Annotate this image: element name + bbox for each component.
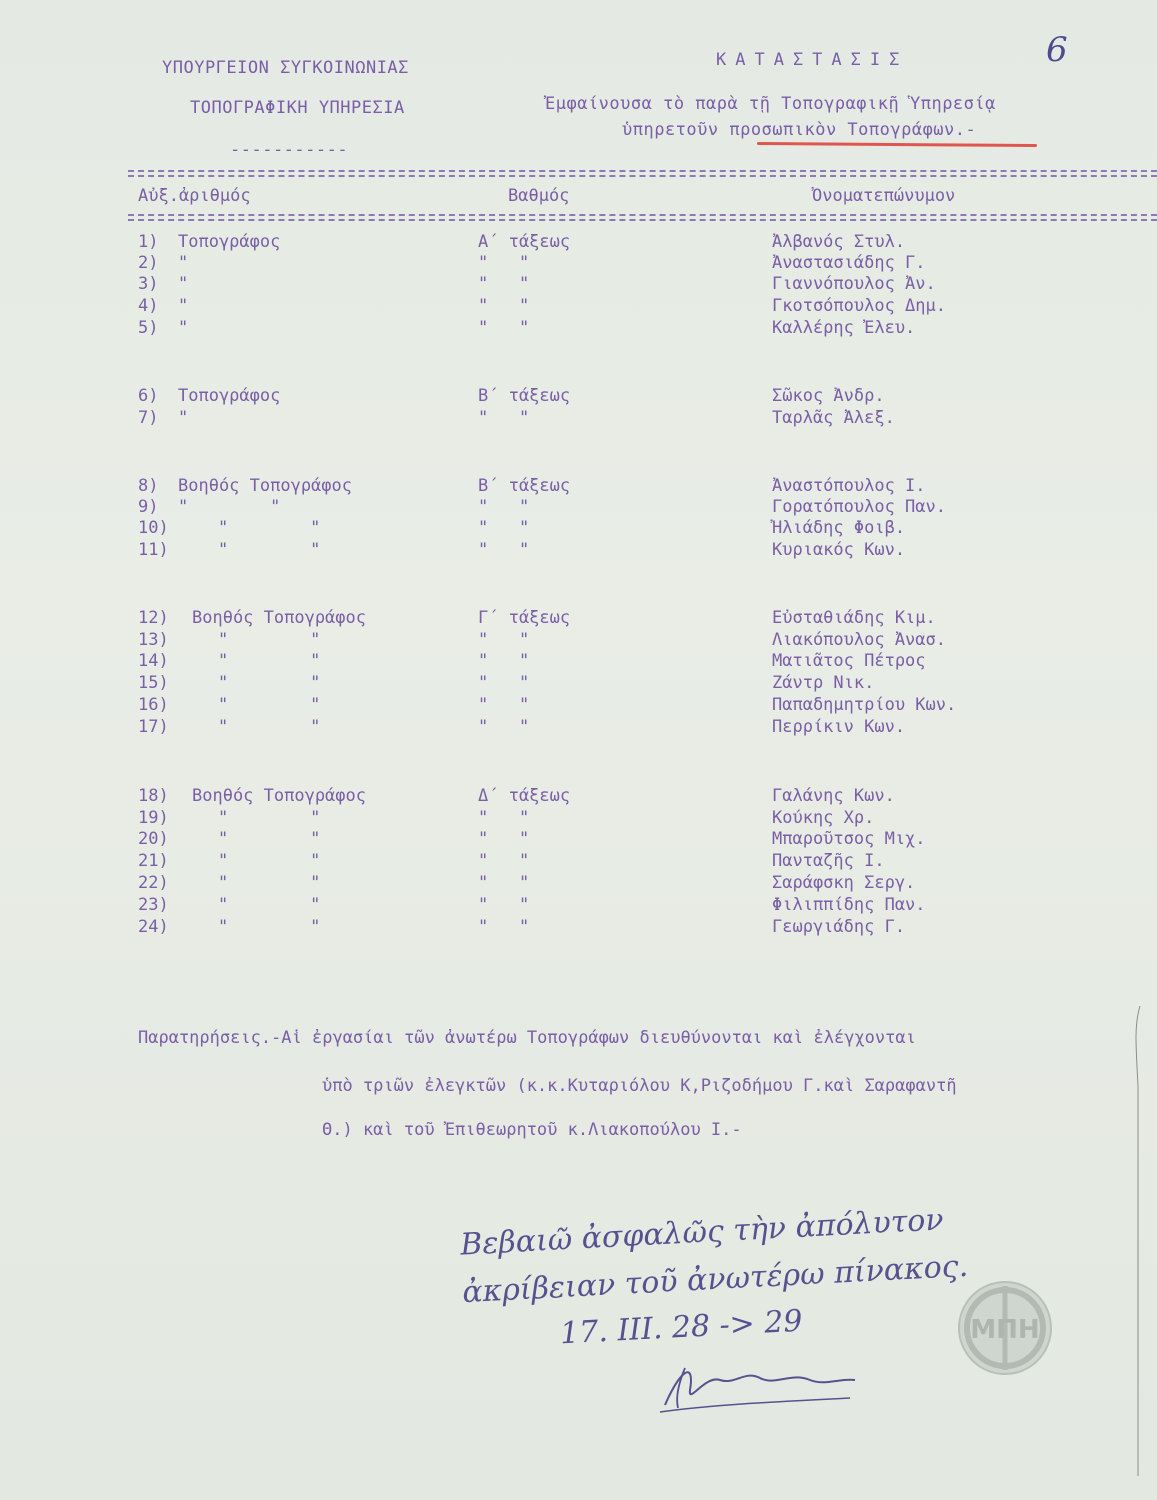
row-name: Κυριακός Κων. [772, 540, 906, 560]
remarks-line-1: Παρατηρήσεις.-Αἱ ἐργασίαι τῶν ἀνωτέρω Τοπογράφων διευθύνονται καὶ ἐλέγχονται [138, 1028, 916, 1048]
row-number: 6) [138, 386, 159, 406]
table-row [0, 917, 1100, 937]
table-row [0, 386, 1100, 406]
row-rank: " " [218, 695, 321, 715]
red-pencil-underline [757, 142, 1037, 147]
table-row [0, 851, 1100, 871]
row-number: 5) [138, 318, 159, 338]
table-row [0, 829, 1100, 849]
row-rank: " " [218, 717, 321, 737]
table-row [0, 630, 1100, 650]
row-grade: Β΄ τάξεως [478, 386, 571, 406]
row-name: Γορατόπουλος Παν. [772, 497, 946, 517]
table-row [0, 274, 1100, 294]
row-rank: " " [218, 540, 321, 560]
row-grade: " " [478, 630, 530, 650]
row-rank: " " [218, 873, 321, 893]
row-grade: Δ΄ τάξεως [478, 786, 571, 806]
row-rank: " " [218, 630, 321, 650]
remarks-line-2: ὑπὸ τριῶν ἐλεγκτῶν (κ.κ.Κυταριόλου Κ,Ριζοδήμου Γ.καὶ Σαραφαντῆ [322, 1076, 957, 1096]
margin-fold-mark [1132, 1006, 1144, 1476]
row-number: 22) [138, 873, 169, 893]
table-row [0, 873, 1100, 893]
row-name: Σῶκος Ἀνδρ. [772, 386, 885, 406]
row-number: 15) [138, 673, 169, 693]
row-name: Μπαροῦτσος Μιχ. [772, 829, 926, 849]
row-rank: " [178, 408, 189, 428]
table-row [0, 808, 1100, 828]
handwritten-certification-line-1: Βεβαιῶ ἀσφαλῶς τὴν ἀπόλυτον [459, 1202, 945, 1263]
column-header-number: Αὐξ.ἀριθμός [138, 186, 251, 206]
row-number: 11) [138, 540, 169, 560]
row-name: Γεωργιάδης Γ. [772, 917, 906, 937]
row-rank: " " [218, 917, 321, 937]
row-name: Ἠλιάδης Φοιβ. [772, 518, 906, 538]
table-row [0, 518, 1100, 538]
row-grade: " " [478, 917, 530, 937]
row-name: Καλλέρης Ἐλευ. [772, 318, 916, 338]
row-number: 3) [138, 274, 159, 294]
row-rank: Τοπογράφος [178, 386, 281, 406]
row-number: 7) [138, 408, 159, 428]
row-number: 24) [138, 917, 169, 937]
row-name: Σαράφσκη Σεργ. [772, 873, 916, 893]
row-rank: " " [218, 808, 321, 828]
row-name: Γιαννόπουλος Ἀν. [772, 274, 936, 294]
table-row [0, 786, 1100, 806]
row-name: Γκοτσόπουλος Δημ. [772, 296, 946, 316]
row-rank: " " [218, 673, 321, 693]
row-number: 19) [138, 808, 169, 828]
row-number: 1) [138, 232, 159, 252]
row-number: 13) [138, 630, 169, 650]
row-number: 14) [138, 651, 169, 671]
row-grade: Β΄ τάξεως [478, 476, 571, 496]
row-rank: " " [218, 651, 321, 671]
row-name: Φιλιππίδης Παν. [772, 895, 926, 915]
table-row [0, 651, 1100, 671]
row-grade: " " [478, 296, 530, 316]
row-number: 12) [138, 608, 169, 628]
table-row [0, 476, 1100, 496]
table-row [0, 540, 1100, 560]
row-rank: " [178, 318, 189, 338]
service-heading: ΤΟΠΟΓΡΑΦΙΚΗ ΥΠΗΡΕΣΙΑ [190, 98, 405, 118]
signature [650, 1350, 860, 1420]
description-line-2: ὑπηρετοῦν προσωπικὸν Τοπογράφων.- [622, 120, 977, 140]
handwritten-date: 17. ΙΙΙ. 28 -> 29 [559, 1303, 804, 1352]
table-row [0, 895, 1100, 915]
row-number: 8) [138, 476, 159, 496]
row-name: Ζάντρ Νικ. [772, 673, 875, 693]
row-number: 20) [138, 829, 169, 849]
column-header-grade: Βαθμός [508, 186, 570, 206]
document-title: ΚΑΤΑΣΤΑΣΙΣ [716, 50, 909, 70]
row-grade: " " [478, 851, 530, 871]
row-grade: " " [478, 253, 530, 273]
table-row [0, 695, 1100, 715]
row-grade: " " [478, 673, 530, 693]
table-top-rule-2 [128, 175, 1157, 177]
row-number: 23) [138, 895, 169, 915]
row-grade: " " [478, 717, 530, 737]
row-name: Εὐσταθιάδης Κιμ. [772, 608, 936, 628]
table-header-rule [128, 214, 1157, 216]
table-row [0, 673, 1100, 693]
column-header-name: Ὀνοματεπώνυμον [812, 186, 956, 206]
row-rank: " " [218, 895, 321, 915]
archive-seal [955, 1278, 1055, 1378]
row-name: Ἀναστασιάδης Γ. [772, 253, 926, 273]
seal-lettering: ΜΠΗ [970, 1315, 1040, 1345]
row-number: 4) [138, 296, 159, 316]
row-rank: Βοηθός Τοπογράφος [178, 476, 352, 496]
row-name: Παπαδημητρίου Κων. [772, 695, 957, 715]
remarks-line-3: Θ.) καὶ τοῦ Ἐπιθεωρητοῦ κ.Λιακοπούλου Ι.- [322, 1120, 742, 1140]
row-name: Ἀλβανός Στυλ. [772, 232, 906, 252]
row-grade: " " [478, 695, 530, 715]
row-name: Κούκης Χρ. [772, 808, 875, 828]
row-grade: " " [478, 808, 530, 828]
table-row [0, 296, 1100, 316]
table-row [0, 253, 1100, 273]
table-row [0, 318, 1100, 338]
heading-dashes: ----------- [230, 140, 349, 160]
row-rank: Βοηθός Τοπογράφος [192, 608, 366, 628]
row-rank: " [178, 274, 189, 294]
row-name: Πανταζῆς Ι. [772, 851, 885, 871]
table-row [0, 608, 1100, 628]
row-rank: " " [178, 497, 281, 517]
row-grade: Α΄ τάξεως [478, 232, 571, 252]
row-name: Ταρλᾶς Ἀλεξ. [772, 408, 895, 428]
row-rank: " " [218, 851, 321, 871]
row-grade: " " [478, 829, 530, 849]
row-name: Λιακόπουλος Ἀνασ. [772, 630, 946, 650]
row-grade: " " [478, 274, 530, 294]
row-rank: Τοπογράφος [178, 232, 281, 252]
table-row [0, 717, 1100, 737]
row-rank: " [178, 253, 189, 273]
row-grade: " " [478, 651, 530, 671]
row-rank: " " [218, 829, 321, 849]
description-line-1: Ἐμφαίνουσα τὸ παρὰ τῇ Τοπογραφικῇ Ὑπηρεσίᾳ [545, 94, 996, 114]
row-number: 10) [138, 518, 169, 538]
row-number: 16) [138, 695, 169, 715]
row-rank: " " [218, 518, 321, 538]
table-row [0, 497, 1100, 517]
table-top-rule [128, 170, 1157, 172]
row-grade: " " [478, 497, 530, 517]
ministry-heading: ΥΠΟΥΡΓΕΙΟΝ ΣΥΓΚΟΙΝΩΝΙΑΣ [162, 58, 409, 78]
row-grade: " " [478, 408, 530, 428]
row-number: 17) [138, 717, 169, 737]
row-number: 2) [138, 253, 159, 273]
row-number: 18) [138, 786, 169, 806]
row-name: Ματιᾶτος Πέτρος [772, 651, 926, 671]
row-grade: Γ΄ τάξεως [478, 608, 571, 628]
row-grade: " " [478, 540, 530, 560]
row-grade: " " [478, 873, 530, 893]
table-header-rule-2 [128, 219, 1157, 221]
row-name: Ἀναστόπουλος Ι. [772, 476, 926, 496]
page-number: 6 [1046, 30, 1068, 70]
handwritten-certification-line-2: ἀκρίβειαν τοῦ ἀνωτέρω πίνακος. [461, 1248, 969, 1311]
row-grade: " " [478, 518, 530, 538]
row-grade: " " [478, 318, 530, 338]
row-grade: " " [478, 895, 530, 915]
table-row [0, 232, 1100, 252]
row-number: 9) [138, 497, 159, 517]
row-name: Γαλάνης Κων. [772, 786, 895, 806]
row-rank: Βοηθός Τοπογράφος [192, 786, 366, 806]
row-name: Περρίκιν Κων. [772, 717, 906, 737]
table-row [0, 408, 1100, 428]
row-number: 21) [138, 851, 169, 871]
row-rank: " [178, 296, 189, 316]
